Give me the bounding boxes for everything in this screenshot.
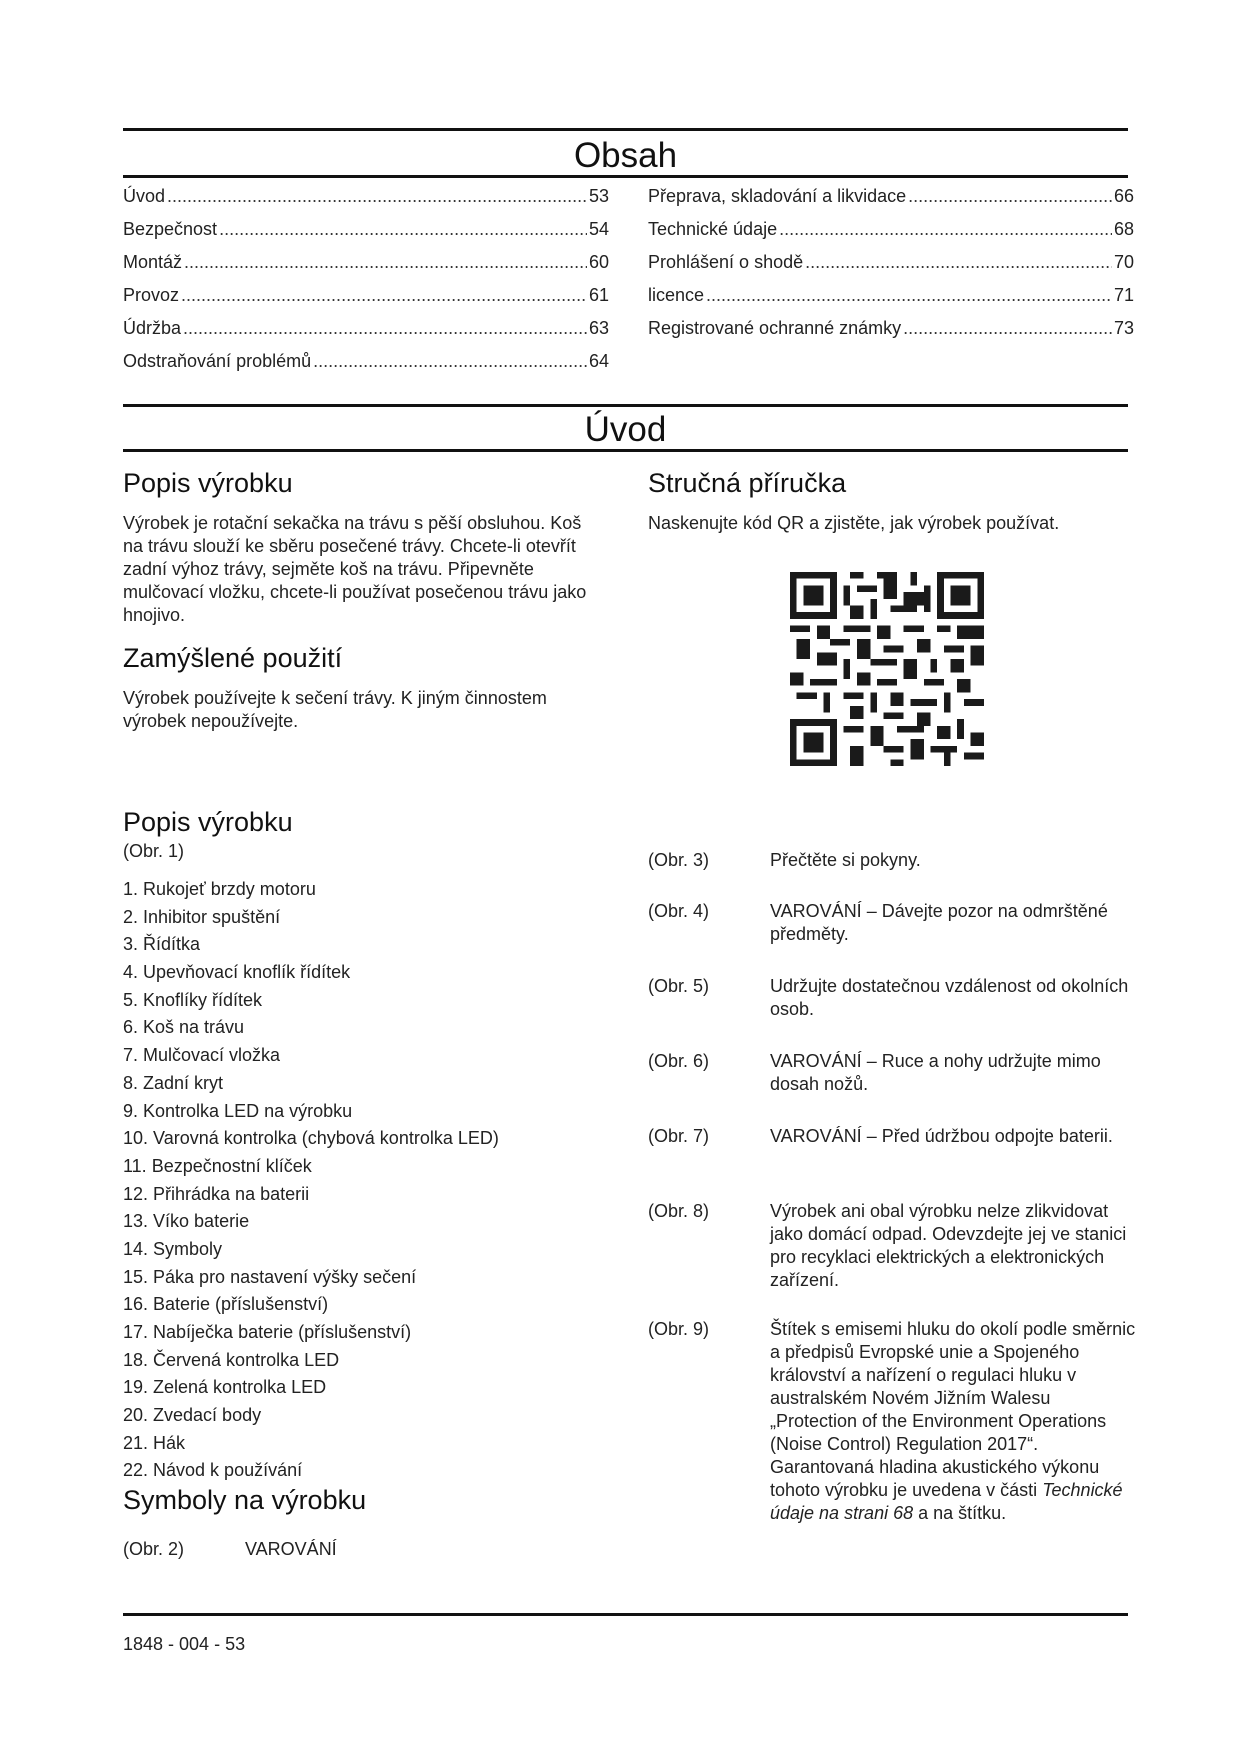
prirucka-heading: Stručná příručka: [648, 468, 847, 498]
list-item: 18. Červená kontrolka LED: [123, 1349, 340, 1370]
toc-entry[interactable]: Odstraňování problémů ..... 64: [123, 351, 609, 384]
toc-title-rule: [123, 175, 1128, 178]
list-item: 9. Kontrolka LED na výrobku: [123, 1100, 353, 1121]
list-item: 16. Baterie (příslušenství): [123, 1294, 329, 1315]
symbol-figure-ref: (Obr. 7): [648, 1126, 710, 1146]
parts-figure-ref: (Obr. 1): [123, 841, 185, 861]
list-item: 22. Návod k používání: [123, 1460, 303, 1481]
popis-text: Výrobek je rotační sekačka na trávu s pěší obsluhou. Koš na trávu slouží ke sběru posečené trávy. Chcete-li otevřít zadní výhoz trávy, sejměte koš na trávu. Připevněte mulčovací vložku, chcete-li používat posečenou trávu jako hnojivo.: [123, 513, 587, 625]
list-item: 7. Mulčovací vložka: [123, 1045, 281, 1066]
list-item: 19. Zelená kontrolka LED: [123, 1377, 327, 1398]
toc-entry[interactable]: Provoz ..... 61: [123, 285, 609, 318]
symbol-text-tail: a na štítku.: [913, 1503, 1007, 1523]
list-item: 14. Symboly: [123, 1238, 223, 1259]
qr-code[interactable]: [790, 572, 984, 766]
list-item: 4. Upevňovací knoflík řídítek: [123, 962, 351, 983]
intro-title: Úvod: [584, 410, 667, 449]
symbol-text-body: Štítek s emisemi hluku do okolí podle směrnic a předpisů Evropské unie a Spojeného království a nařízení o regulaci hluku v australském Novém Jižním Walesu „Protection of the Environment Operations (Noise Control) Regulation 2017“. Garantovaná hladina akustického výkonu tohoto výrobku je uvedena v části: [770, 1319, 1136, 1500]
symbol-text: Výrobek ani obal výrobku nelze zlikvidovat jako domácí odpad. Odevzdejte jej ve stanici pro recyklaci elektrických a elektronických zařízení.: [770, 1201, 1127, 1290]
intro-rule-bottom: [123, 449, 1128, 452]
list-item: 20. Zvedací body: [123, 1405, 262, 1426]
symbol-figure-ref: (Obr. 4): [648, 901, 710, 921]
symbol-figure-ref: (Obr. 9): [648, 1319, 710, 1339]
symbol-text: VAROVÁNÍ – Dávejte pozor na odmrštěné předměty.: [770, 901, 1108, 944]
list-item: 11. Bezpečnostní klíček: [123, 1155, 312, 1176]
list-item: 13. Víko baterie: [123, 1211, 250, 1232]
toc-entry[interactable]: Montáž ..... 60: [123, 252, 609, 285]
list-item: 17. Nabíječka baterie (příslušenství): [123, 1322, 412, 1342]
list-item: 5. Knoflíky řídítek: [123, 989, 263, 1010]
list-item: 12. Přihrádka na baterii: [123, 1183, 310, 1204]
toc-entry[interactable]: licence ..... 71: [648, 285, 1134, 318]
symbol-figure-ref: (Obr. 6): [648, 1051, 710, 1071]
list-item: 21. Hák: [123, 1432, 186, 1453]
symbol-text: VAROVÁNÍ – Ruce a nohy udržujte mimo dosah nožů.: [770, 1051, 1101, 1094]
cross-reference-link[interactable]: Technické údaje na strani 68: [770, 1480, 1123, 1523]
parts-list: [123, 876, 499, 1485]
list-item: 10. Varovná kontrolka (chybová kontrolka LED): [123, 1128, 499, 1149]
toc-right-column: [648, 186, 1134, 351]
intro-rule-top: [123, 404, 1128, 407]
list-item: 2. Inhibitor spuštění: [123, 906, 281, 927]
symbol-figure-ref: (Obr. 5): [648, 976, 710, 996]
toc-entry[interactable]: Bezpečnost ..... 54: [123, 219, 609, 252]
symbol-text: VAROVÁNÍ – Před údržbou odpojte baterii.: [770, 1126, 1113, 1146]
symbols-heading: Symboly na výrobku: [123, 1485, 367, 1515]
toc-entry[interactable]: Úvod ..... 53: [123, 186, 609, 219]
top-rule: [123, 128, 1128, 131]
list-item: 15. Páka pro nastavení výšky sečení: [123, 1266, 417, 1287]
footer-rule: [123, 1613, 1128, 1616]
list-item: 8. Zadní kryt: [123, 1072, 224, 1093]
toc-entry[interactable]: Technické údaje ..... 68: [648, 219, 1134, 252]
popis-heading: Popis výrobku: [123, 468, 293, 498]
symbol-figure-ref: (Obr. 8): [648, 1201, 710, 1221]
list-item: 1. Rukojeť brzdy motoru: [123, 879, 316, 899]
list-item: 6. Koš na trávu: [123, 1017, 245, 1038]
symbol-figure-ref: (Obr. 3): [648, 850, 710, 870]
zamyslene-text: Výrobek používejte k sečení trávy. K jiným činnostem výrobek nepoužívejte.: [123, 688, 547, 731]
toc-entry[interactable]: Prohlášení o shodě ..... 70: [648, 252, 1134, 285]
symbol-figure-ref: (Obr. 2): [123, 1539, 185, 1559]
toc-title: Obsah: [573, 136, 678, 175]
zamyslene-heading: Zamýšlené použití: [123, 643, 343, 673]
symbol-text: VAROVÁNÍ: [245, 1539, 337, 1559]
toc-left-column: [123, 186, 609, 384]
toc-entry[interactable]: Údržba ..... 63: [123, 318, 609, 351]
prirucka-text: Naskenujte kód QR a zjistěte, jak výrobek používat.: [648, 513, 1060, 533]
list-item: 3. Řídítka: [123, 934, 201, 955]
toc-entry[interactable]: Přeprava, skladování a likvidace ..... 66: [648, 186, 1134, 219]
symbol-text: Udržujte dostatečnou vzdálenost od okolních osob.: [770, 976, 1129, 1019]
symbol-text: Přečtěte si pokyny.: [770, 850, 921, 870]
parts-heading: Popis výrobku: [123, 807, 293, 837]
symbol-text: [770, 1318, 1138, 1525]
toc-entry[interactable]: Registrované ochranné známky ..... 73: [648, 318, 1134, 351]
page-footer: 1848 - 004 - 53: [123, 1634, 246, 1654]
